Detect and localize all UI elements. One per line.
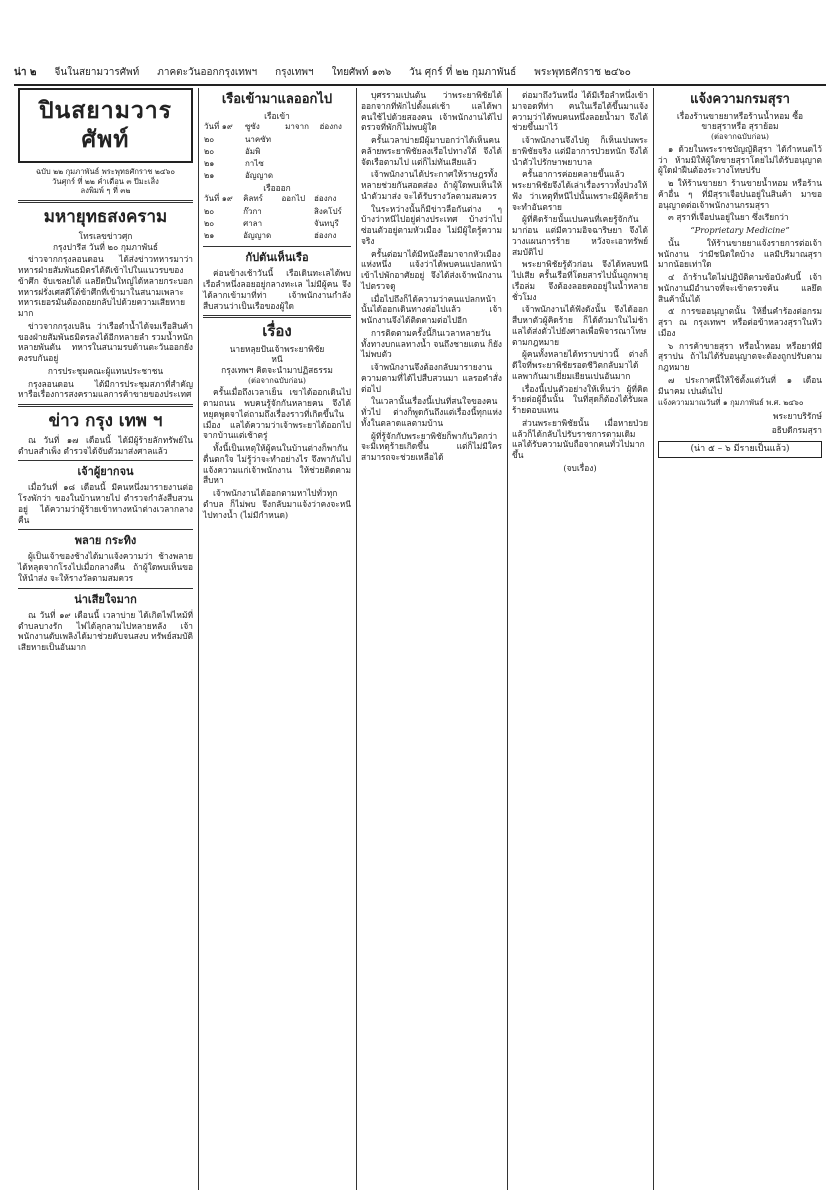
notice-paragraph: ๕ การขออนุญาตนั้น ให้ยื่นคำร้องต่อกรมสุรา ณ กรุงเทพฯ หรือต่อข้าหลวงสุราในหัวเมือง [658,306,822,338]
fire-heading: น่าเสียใจมาก [74,592,137,606]
header-date: วัน ศุกร์ ที่ ๒๒ กุมภาพันธ์ [409,66,517,78]
table-row: ๒๐ นาคซัท [204,134,271,144]
table-row: วันที่ ๑๙ ซูซัง มาจาก ฮ่องกง [204,122,342,132]
story-paragraph: เจ้าพนักงานได้ประกาศให้ราษฎรทั้งหลายช่วยกันสอดส่อง ถ้าผู้ใดพบเห็นให้นำตัวมาส่ง จะได้รับรางวัลตามสมควร [361,169,502,201]
meeting-paragraph: กรุงลอนดอน ได้มีการประชุมสภาที่สำคัญ หารือเรื่องการสงครามแลการค้าขายของประเทศ [18,378,193,400]
wreck-heading: กัปตันเห็นเรือ [245,251,309,265]
divider [203,246,351,247]
notice-paragraph: นั้น ให้ร้านขายยาแจ้งรายการต่อเจ้าพนักงาน ว่ามีชนิดใดบ้าง แลมีปริมาณสุรามากน้อยเท่าใด [658,237,822,270]
war-paragraph-1: ข่าวจากกรุงลอนดอน ได้ส่งข่าวทหารมาว่า ทหารฝ่ายสัมพันธมิตรได้ตีเข้าไปในแนวรบของข้าศึก จับเชลยได้ แลยึดปืนใหญ่ได้หลายกระบอก ทหารฝรั่งเศสตีโต้ข้าศึกที่เข้ามาในสนามเพลาะ ทหารเยอรมันต้องถอยกลับไปด้วยความเสียหายมาก [18,254,193,319]
elephant-paragraph: ผู้เป็นเจ้าของช้างได้มาแจ้งความว่า ช้างพลายได้หลุดจากโรงไปเมื่อกลางคืน ถ้าผู้ใดพบเห็นขอให้นำส่ง จะให้รางวัลตามสมควร [18,551,193,583]
war-paragraph-2: ข่าวจากกรุงเบลิน ว่าเรือดำน้ำได้จมเรือสินค้าของฝ่ายสัมพันธมิตรลงได้อีกหลายลำ รวมน้ำหนักหลายพันตัน ทหารในสนามรบด้านตะวันออกยังคงรบกันอยู่ [18,320,194,364]
story-paragraph: ผู้คนทั้งหลายได้ทราบข่าวนี้ ต่างก็ดีใจที่พระยาพิชัยรอดชีวิตกลับมาได้ แลพากันมาเยี่ยมเยียนเปนอันมาก [512,349,648,381]
notice-reference: (ต่อจากฉบับก่อน) [711,132,769,142]
story-paragraph: เรื่องนี้เปนตัวอย่างให้เห็นว่า ผู้ที่คิดร้ายต่อผู้อื่นนั้น ในที่สุดก็ต้องได้รับผลร้ายตอบแทน [512,383,648,415]
notice-signature: พระยาบริรักษ์ [772,411,822,422]
notice-paragraph: ๖ การค้าขายสุรา หรือน้ำหอม หรือยาที่มีสุราปน ถ้าไม่ได้รับอนุญาตจะต้องถูกปรับตามกฎหมาย [658,340,822,373]
story-byline: กรุงเทพฯ คิดจะนำมาปฏิสธรรม [221,365,333,375]
divider [18,200,193,203]
notice-subtitle-2: ขายสุราหรือ สุราย้อม [701,121,779,132]
story-paragraph: ในระหว่างนั้นก็มีข่าวลือกันต่าง ๆ บ้างว่าหนีไปอยู่ต่างประเทศ บ้างว่าไปซ่อนตัวอยู่ตามหัวเมือง ไม่มีผู้ใดรู้ความจริง [361,203,502,246]
notice-paragraph: ๑ ด้วยในพระราชบัญญัติสุรา ได้กำหนดไว้ว่า ห้ามมิให้ผู้ใดขายสุราโดยไม่ได้รับอนุญาต ผู้ใดฝ่าฝืนต้องระวางโทษปรับ [658,143,822,176]
story-paragraph: เมื่อไปถึงก็ได้ความว่าคนแปลกหน้านั้นได้ออกเดินทางต่อไปแล้ว เจ้าพนักงานจึงได้ติดตามต่อไปอีก [361,293,502,325]
notice-paragraph: ๔ ถ้าร้านใดไม่ปฏิบัติตามข้อบังคับนี้ เจ้าพนักงานมีอำนาจที่จะเข้าตรวจค้น แลยึดสินค้านั้นได้ [658,272,822,304]
notice-quote: “Proprietary Medicine” [690,225,790,236]
column-4 [507,88,652,1190]
story-end: (จบเรื่อง) [563,462,597,473]
table-row: ๒๑ กาไซ [204,159,264,169]
columns [14,88,826,1190]
meeting-heading: การประชุมคณะผู้แทนประชาชน [47,365,164,376]
story-paragraph: ครั้นต่อมาได้มีหนังสือมาจากหัวเมืองแห่งหนึ่ง แจ้งว่าได้พบคนแปลกหน้าเข้าไปพักอาศัยอยู่ จึงได้ส่งเจ้าพนักงานไปตรวจดู [361,248,502,291]
war-dateline: กรุงปารีส วันที่ ๒๐ กุมภาพันธ์ [52,241,159,252]
story-paragraph: บุศรรามเปนต้น ว่าพระยาพิชัยได้ออกจากที่พักไปตั้งแต่เช้า แลได้พาคนใช้ไปด้วยสองคน เจ้าพนักงานได้ไปตรวจที่พักก็ไม่พบผู้ใด [361,90,502,133]
paper-name: จีนในสยามวารศัพท์ [54,66,140,78]
story-paragraph: ผู้ที่รู้จักกับพระยาพิชัยก็พากันวิตกว่าจะมีเหตุร้ายเกิดขึ้น แต่ก็ไม่มีใครสามารถจะช่วยเหลือได้ [361,430,502,462]
masthead: ปินสยามวารศัพท์ [18,88,193,163]
column-3 [356,88,506,1190]
story-paragraph: ผู้ที่คิดร้ายนั้นเปนคนที่เคยรู้จักกันมาก่อน แต่มีความอิจฉาริษยา จึงได้วางแผนการร้าย หวังจะเอาทรัพย์สมบัติไป [512,214,648,257]
table-row: ๒๑ อัญญาด ฮ่องกง [204,231,337,240]
notice-subtitle: เรื่องร้านขายยาหรือร้านน้ำหอม ซื้อ [676,110,804,121]
table-row: ๒๐ ก๊วกา สิงคโปร์ [204,206,342,216]
page-number: น่า ๒ [14,66,37,78]
story-paragraph: ส่วนพระยาพิชัยนั้น เมื่อหายป่วยแล้วก็ได้กลับไปรับราชการตามเดิม แลได้รับความนับถือจากคนทั่วไปมากขึ้น [512,417,648,460]
table-row: ๒๐ ศาลา จันทบุรี [204,218,339,228]
arrivals-table [203,121,351,182]
notice-paragraph: ๒ ให้ร้านขายยา ร้านขายน้ำหอม หรือร้านค้าอื่น ๆ ที่มีสุราเจือปนอยู่ในสินค้า มาขออนุญาตต่อเจ้าพนักงานกรมสุรา [658,178,822,210]
ships-headline: เรือเข้ามาแลออกไป [221,92,333,107]
story-headline: เรื่อง [262,322,292,341]
notice-paragraph: ๗ ประกาศนี้ให้ใช้ตั้งแต่วันที่ ๑ เดือนมีนาคม เปนต้นไป [658,374,822,396]
story-paragraph-1: ครั้นเมื่อถึงเวลาเย็น เขาได้ออกเดินไปตามถนน พบคนรู้จักกันหลายคน จึงได้หยุดพูดจาไต่ถามถึงเรื่องราวที่เกิดขึ้นในเมือง แลได้ความว่าเจ้าพระยาได้ออกไปจากบ้านแต่เช้าตรู่ [203,387,351,441]
elephant-heading: พลาย กระทิง [74,534,137,548]
story-paragraph: ครั้นเวลาบ่ายมีผู้มาบอกว่าได้เห็นคนคล้ายพระยาพิชัยลงเรือไปทางใต้ จึงได้จัดเรือตามไป แต่ก็ไม่ทันเสียแล้ว [361,135,502,167]
header-year: พระพุทธศักราช ๒๔๖๐ [534,66,631,78]
divider [203,315,351,318]
story-paragraph: เจ้าพนักงานได้ฟังดังนั้น จึงได้ออกสืบหาตัวผู้คิดร้าย ก็ได้ตัวมาในไม่ช้า แลได้ส่งตัวไปยังศาลเพื่อพิจารณาโทษตามกฎหมาย [512,304,648,347]
story-continued: (ต่อจากฉบับก่อน) [248,375,306,385]
story-paragraph-2: ทั้งนี้เป็นเหตุให้ผู้คนในบ้านต่างก็พากันตื่นตกใจ ไม่รู้ว่าจะทำอย่างไร จึงพากันไปแจ้งความแก่เจ้าพนักงาน ให้ช่วยติดตามสืบหา [203,443,351,486]
story-paragraph: ในเวลานั้นเรื่องนี้เปนที่สนใจของคนทั่วไป ต่างก็พูดกันถึงแต่เรื่องนี้ทุกแห่ง ทั้งในตลาดแลตามบ้าน [361,396,502,428]
masthead-meta-3: ลงพิมพ์ ๆ ที่ ๓๒ [80,186,131,196]
story-subtitle: นายหลุยปันเจ้าพระยาพิชัย [229,343,325,354]
notice-office: อธิบดีกรมสุรา [771,424,822,435]
poor-man-paragraph: เมื่อวันที่ ๑๘ เดือนนี้ มีคนหนึ่งมารายงานต่อโรงพักว่า ของในบ้านหายไป ตำรวจกำลังสืบสวนอยู่ ได้ความว่าผู้ร้ายเข้าทางหน้าต่างเวลากลางคืน [18,482,193,525]
table-row: ๒๐ อัมพิ [204,146,261,156]
bangkok-news-paragraph: ณ วันที่ ๑๗ เดือนนี้ ได้มีผู้ร้ายลักทรัพย์ในตำบลสำเพ็ง ตำรวจได้จับตัวมาส่งศาลแล้ว [18,434,193,456]
column-5 [653,88,826,1190]
masthead-meta-2: วันศุกร์ ที่ ๒๒ ค่ำเดือน ๓ ปีมะเส็ง [52,176,159,186]
bangkok-news-headline: ข่าว กรุง เทพ ฯ [48,411,163,432]
notice-paragraph: ๓ สุราที่เจือปนอยู่ในยา ซึ่งเรียกว่า [668,212,789,223]
fire-paragraph: ณ วันที่ ๑๙ เดือนนี้ เวลาบ่าย ได้เกิดไฟไหม้ที่ตำบลบางรัก ไฟได้ลุกลามไปหลายหลัง เจ้าพนักงานดับเพลิงได้มาช่วยดับจนสงบ ทรัพย์สมบัติเสียหายเป็นอันมาก [18,609,193,653]
story-paragraph: ต่อมาถึงวันหนึ่ง ได้มีเรือลำหนึ่งเข้ามาจอดที่ท่า คนในเรือได้ขึ้นมาแจ้งความว่าได้พบคนหนึ่งลอยน้ำมา จึงได้ช่วยขึ้นมาไว้ [512,90,648,133]
header-city: กรุงเทพฯ [275,66,314,78]
column-2 [198,88,355,1190]
war-subheading: โทรเลขข่าวศุก [78,230,133,241]
divider [18,588,193,589]
page-note: (น่า ๕ – ๖ มีรายเป็นแล้ว) [658,441,822,459]
wreck-paragraph: ค่อนข้างเช้าวันนี้ เรือเดินทะเลได้พบเรือลำหนึ่งลอยอยู่กลางทะเล ไม่มีผู้คน จึงได้ลากเข้ามาที่ท่า เจ้าพนักงานกำลังสืบสวนว่าเป็นเรือของผู้ใด [203,268,351,311]
header-issue: ใทยศัพท์ ๑๓๖ [331,66,392,78]
story-paragraph-3: เจ้าพนักงานได้ออกตามหาไปทั่วทุกตำบล ก็ไม่พบ จึงกลับมาแจ้งว่าคงจะหนีไปทางน้ำ (ไม่มีกำหนด) [203,488,351,520]
page-header [14,62,826,86]
divider [18,404,193,407]
arrivals-heading: เรือเข้า [264,110,290,121]
masthead-meta-1: ฉบับ ๒๒ กุมภาพันธ์ พระพุทธศักราช ๒๔๖๐ [35,166,176,176]
header-region: ภาคตะวันออกกรุงเทพฯ [157,66,258,78]
departures-heading: เรือออก [263,182,291,193]
poor-man-heading: เจ้าผู้ยากจน [77,465,134,479]
story-paragraph: เจ้าพนักงานจึงไปดู ก็เห็นเปนพระยาพิชัยจริง แต่มีอาการป่วยหนัก จึงได้นำตัวไปรักษาพยาบาล [512,135,648,167]
story-paragraph: เจ้าพนักงานจึงต้องกลับมารายงานความตามที่ได้ไปสืบสวนมา แลรอคำสั่งต่อไป [361,362,502,394]
table-row: ๒๑ อัญญาด [204,171,274,181]
notice-date: แจ้งความมาณวันที่ ๑ กุมภาพันธ์ พ.ศ. ๒๔๖๐ [658,398,804,408]
divider [18,460,193,461]
story-paragraph: ครั้นอาการค่อยคลายขึ้นแล้ว พระยาพิชัยจึงได้เล่าเรื่องราวทั้งปวงให้ฟัง ว่าเหตุที่หนีไปนั้นเพราะมีผู้คิดร้ายจะทำอันตราย [512,169,648,212]
divider [18,529,193,530]
notice-headline: แจ้งความกรมสุรา [690,92,790,107]
story-paragraph: การติดตามครั้งนี้กินเวลาหลายวัน ทั้งทางบกแลทางน้ำ จนถึงชายแดน ก็ยังไม่พบตัว [361,327,502,360]
column-1 [14,88,197,1190]
war-headline: มหายุทธสงคราม [43,207,168,228]
story-paragraph: พระยาพิชัยรู้ตัวก่อน จึงได้หลบหนีไปเสีย ครั้นเรือที่โดยสารไปนั้นถูกพายุ เรือล่ม จึงต้องลอยคออยู่ในน้ำหลายชั่วโมง [512,259,648,302]
departures-table [203,193,351,242]
story-subtitle-2: หนี [271,354,283,365]
table-row: วันที่ ๑๙ คิลทร์ ออกไป ฮ่องกง [204,194,337,204]
